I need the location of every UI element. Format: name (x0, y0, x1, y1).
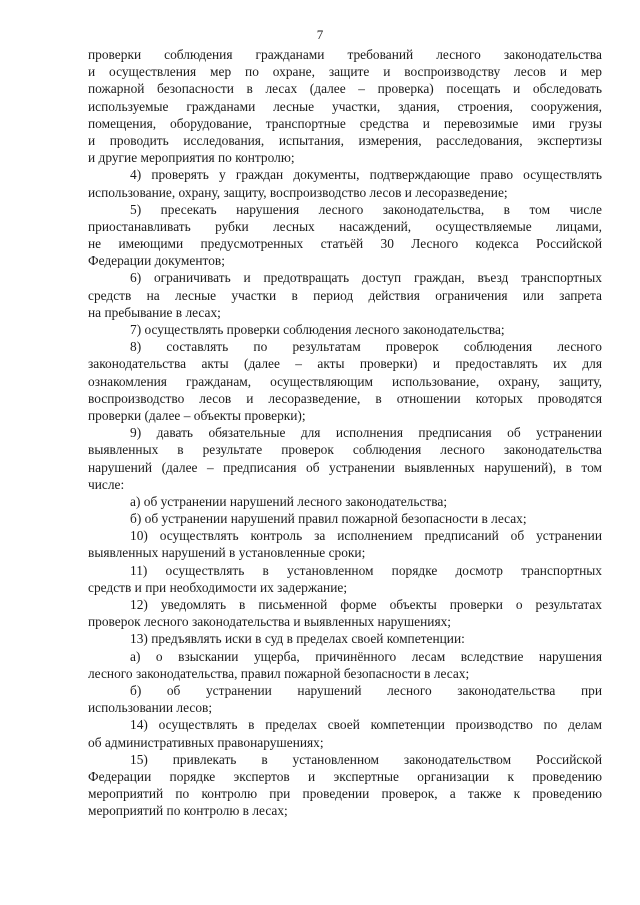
text-line: Федерации документов; (88, 253, 225, 269)
text-line: и осуществления мер по охране, защите и воспроизводству лесов и мер (88, 64, 602, 80)
text-line: 11) осуществлять в установленном порядке досмотр транспортных (130, 562, 602, 578)
text-line: 9) давать обязательные для исполнения предписания об устранении (130, 425, 602, 441)
text-line: 12) уведомлять в письменной форме объекты проверки о результатах (130, 597, 602, 612)
text-line: мероприятий по контролю в лесах; (88, 803, 288, 819)
text-line: средств на лесные участки в период действия ограничения или запрета (88, 287, 602, 303)
text-line: 5) пресекать нарушения лесного законодательства, в том числе (130, 201, 602, 217)
text-line: использование, охрану, защиту, воспроизводство лесов и лесоразведение; (88, 184, 508, 200)
text-line: на пребывание в лесах; (88, 304, 221, 320)
text-line: проверки (далее – объекты проверки); (88, 407, 306, 423)
text-line: не имеющими предусмотренных статьёй 30 Лесного кодекса Российской (88, 236, 602, 252)
text-line: 6) ограничивать и предотвращать доступ граждан, въезд транспортных (130, 270, 602, 286)
text-line: воспроизводство лесов и лесоразведение, в отношении которых проводятся (88, 390, 602, 406)
text-line: использовании лесов; (88, 700, 213, 716)
text-line: числе: (88, 476, 125, 492)
text-line: выявленных в результате проверок соблюдения лесного законодательства (88, 442, 602, 458)
document-body (88, 46, 602, 819)
text-line: а) о взыскании ущерба, причинённого лесам вследствие нарушения (130, 648, 602, 664)
text-line: 13) предъявлять иски в суд в пределах своей компетенции: (130, 631, 465, 647)
text-line: помещения, оборудование, транспортные средства и перевозимые ими грузы (88, 115, 602, 131)
text-line: 10) осуществлять контроль за исполнением предписаний об устранении (130, 528, 602, 544)
text-line: и другие мероприятия по контролю; (88, 150, 295, 166)
text-line: об административных правонарушениях; (88, 734, 324, 750)
text-line: выявленных нарушений в установленные сроки; (88, 545, 366, 561)
text-line: используемые гражданами лесные участки, здания, строения, сооружения, (88, 98, 602, 114)
text-line: а) об устранении нарушений лесного законодательства; (130, 493, 448, 509)
text-line: приостанавливать рубки лесных насаждений, осуществляемые лицами, (88, 218, 602, 234)
text-line: 8) составлять по результатам проверок соблюдения лесного (130, 339, 602, 355)
text-line: пожарной безопасности в лесах (далее – проверка) посещать и обследовать (88, 81, 602, 97)
page-number: 7 (316, 27, 324, 42)
text-line: 4) проверять у граждан документы, подтверждающие право осуществлять (130, 167, 602, 183)
text-line: средств и при необходимости их задержание; (88, 579, 348, 595)
text-line: законодательства акты (далее – акты проверки) и предоставлять их для (88, 356, 602, 372)
text-line: и проводить исследования, испытания, измерения, расследования, экспертизы (88, 132, 602, 148)
text-line: 7) осуществлять проверки соблюдения лесного законодательства; (130, 322, 505, 337)
text-line: мероприятий по контролю при проведении проверок, а также к проведению (88, 786, 602, 802)
text-line: нарушений (далее – предписания об устранении выявленных нарушений), в том (88, 459, 602, 475)
text-line: 15) привлекать в установленном законодательством Российской (130, 751, 602, 767)
text-line: проверки соблюдения гражданами требований лесного законодательства (88, 47, 602, 62)
text-line: проверок лесного законодательства и выявленных нарушениях; (88, 614, 452, 630)
text-line: б) об устранении нарушений лесного законодательства при (130, 682, 602, 698)
text-line: Федерации порядке экспертов и экспертные организации к проведению (88, 768, 602, 784)
text-line: б) об устранении нарушений правил пожарной безопасности в лесах; (130, 511, 527, 527)
text-line: ознакомления гражданам, осуществляющим использование, охрану, защиту, (88, 373, 602, 389)
text-line: 14) осуществлять в пределах своей компетенции производство по делам (130, 717, 602, 733)
text-line: лесного законодательства, правил пожарной безопасности в лесах; (88, 665, 470, 681)
